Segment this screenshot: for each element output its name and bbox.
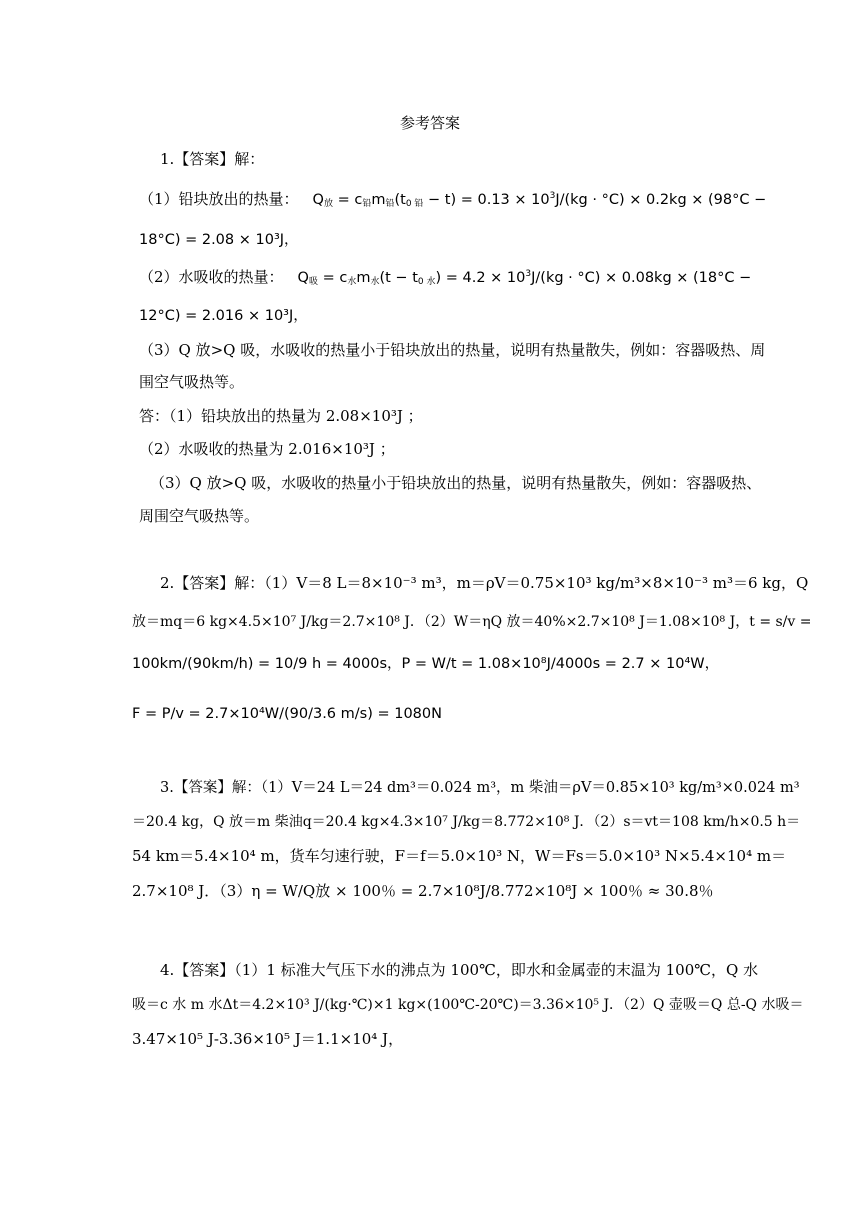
- q1-part3-line2: 围空气吸热等。: [139, 373, 245, 391]
- q1-answer-3-line1: （3）Q 放>Q 吸，水吸收的热量小于铅块放出的热量，说明有热量散失，例如：容器吸热、: [150, 474, 762, 492]
- q1-answer-3-line2: 周围空气吸热等。: [139, 507, 260, 525]
- q3-line1: 3.【答案】解：（1）V＝24 L＝24 dm³＝0.024 m³，m 柴油＝ρV＝0.85×10³ kg/m³×0.024 m³: [160, 780, 800, 796]
- q1-heading: 1.【答案】解：: [160, 150, 265, 168]
- q3-line3: 54 km＝5.4×10⁴ m，货车匀速行驶，F＝f＝5.0×10³ N，W＝Fs＝5.0×10³ N×5.4×10⁴ m＝: [132, 847, 787, 865]
- q1-part2-line2: 12°C) = 2.016 × 10³J，: [139, 308, 308, 324]
- q2-line3: 100km/(90km/h) = 10/9 h = 4000s，P = W/t = 1.08×10⁸J/4000s = 2.7 × 10⁴W，: [132, 656, 720, 672]
- q2-line2: 放＝mq＝6 kg×4.5×10⁷ J/kg＝2.7×10⁸ J．（2）W＝ηQ 放＝40%×2.7×10⁸ J＝1.08×10⁸ J，t = s/v =: [132, 614, 812, 630]
- page-title: 参考答案: [399, 114, 460, 132]
- q4-line2: 吸＝c 水 m 水Δt＝4.2×10³ J/(kg·℃)×1 kg×(100℃-20℃)＝3.36×10⁵ J．（2）Q 壶吸＝Q 总-Q 水吸＝: [132, 997, 804, 1013]
- q1-part1-line2: 18°C) = 2.08 × 10³J，: [139, 232, 299, 248]
- q4-line3: 3.47×10⁵ J-3.36×10⁵ J＝1.1×10⁴ J，: [132, 1030, 404, 1048]
- q4-line1: 4.【答案】（1）1 标准大气压下水的沸点为 100℃，即水和金属壶的末温为 100℃，Q 水: [160, 961, 759, 979]
- q3-line4: 2.7×10⁸ J．（3）η = W/Q放 × 100％ = 2.7×10⁸J/8.772×10⁸J × 100％ ≈ 30.8％: [132, 882, 714, 900]
- q1-part2-line1: （2）水吸收的热量： $Q_吸 = c_水m_水(t - t_{0 水}) = 4.2 \times 10^3J/(kg \cdot ^\circ C) \times 0.08kg \times (18^\circ C$ −: [139, 267, 752, 287]
- q1-part3-line1: （3）Q 放>Q 吸，水吸收的热量小于铅块放出的热量，说明有热量散失，例如：容器吸热、周: [139, 341, 766, 359]
- q1-part1-line1: （1）铅块放出的热量： $Q_放 = c_铅m_铅(t_{0 铅} - t) = 0.13 \times 10^3J/(kg \cdot ^\circ C) \times 0.2kg \times (98^\circ C$ −: [139, 189, 767, 209]
- q1-part2-label: （2）水吸收的热量：: [139, 267, 284, 286]
- q1-part1-label: （1）铅块放出的热量：: [139, 189, 299, 208]
- q1-answer-1: 答：（1）铅块放出的热量为 2.08×10³J ；: [139, 407, 423, 425]
- q1-answer-2: （2）水吸收的热量为 2.016×10³J ；: [139, 440, 395, 458]
- q2-line1: 2.【答案】解：（1）V＝8 L＝8×10⁻³ m³，m＝ρV＝0.75×10³ kg/m³×8×10⁻³ m³＝6 kg，Q: [160, 574, 809, 592]
- q2-line4: F = P/v = 2.7×10⁴W/(90/3.6 m/s) = 1080N: [132, 706, 442, 722]
- q3-line2: ＝20.4 kg，Q 放＝m 柴油q＝20.4 kg×4.3×10⁷ J/kg＝8.772×10⁸ J．（2）s＝vt＝108 km/h×0.5 h＝: [132, 814, 801, 830]
